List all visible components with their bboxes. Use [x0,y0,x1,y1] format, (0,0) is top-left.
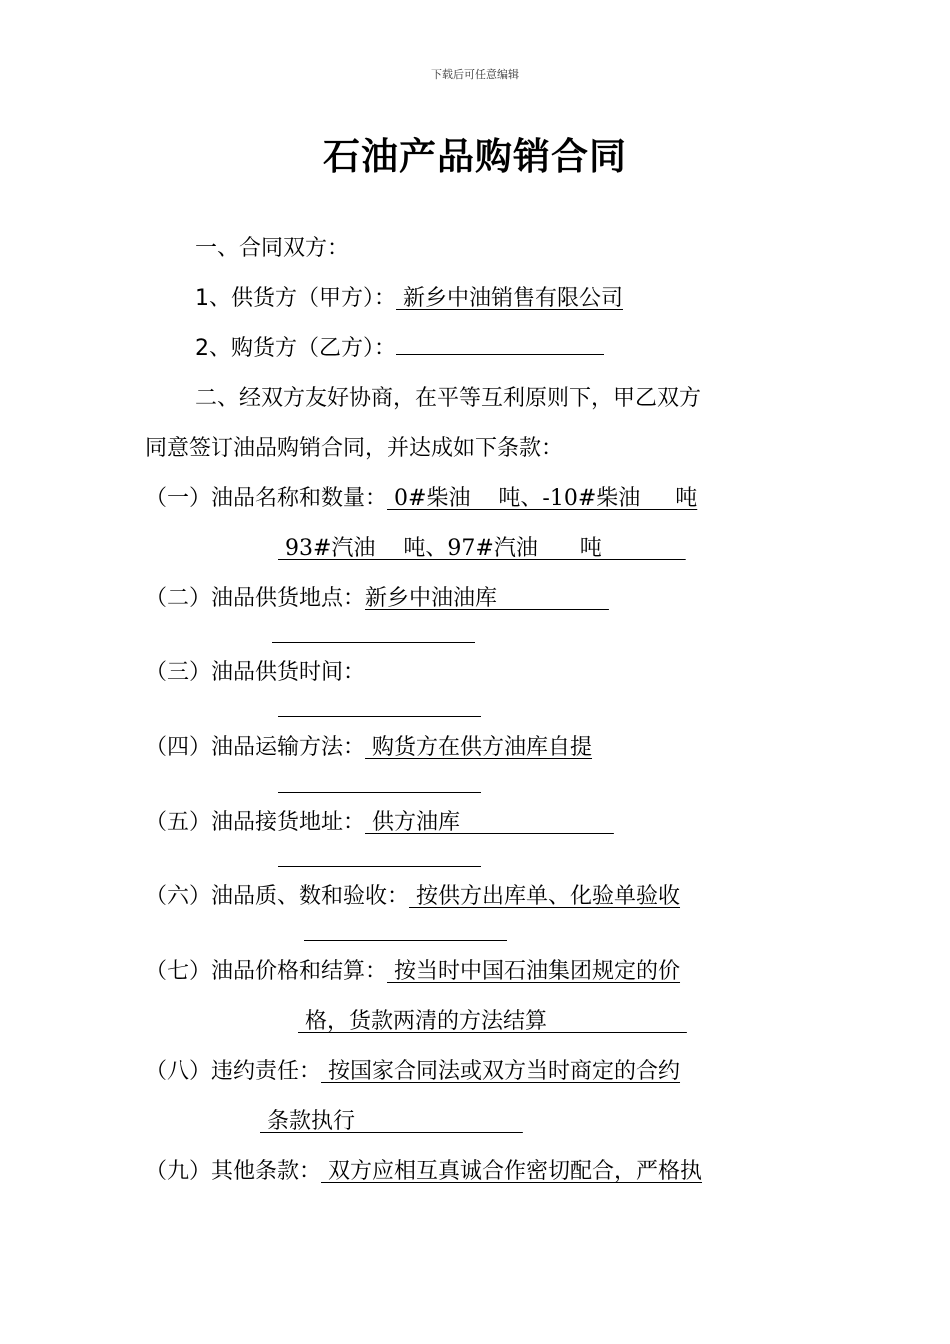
clause-2-line [145,584,609,614]
clause-8-label: （八）违约责任： [145,1059,322,1084]
clause-5-label: （五）油品接货地址： [145,810,366,835]
clause-4-blank [278,792,481,793]
clause-6-label: （六）油品质、数和验收： [145,884,410,909]
clause-3-line [145,658,365,688]
clause-1-value-2: 93#汽油 吨、97#汽油 吨 [278,536,686,561]
clause-1-line [145,484,697,514]
clause-2-value: 新乡中油油库 [365,586,609,611]
supplier-label: 1、供货方（甲方）： [195,286,396,311]
clause-6-line [145,882,680,912]
clause-4-line [145,733,592,763]
buyer-blank [396,334,604,355]
clause-2-blank [272,642,475,643]
clause-5-blank [278,866,481,867]
section-parties-heading: 一、合同双方： [195,236,350,261]
clause-4-value: 购货方在供方油库自提 [365,735,593,760]
clause-8-line [145,1057,680,1087]
clause-1-label: （一）油品名称和数量： [145,486,388,511]
clause-5-line [145,808,614,838]
buyer-line [195,334,604,364]
clause-6-blank [304,940,507,941]
clause-5-value: 供方油库 [365,810,614,835]
clause-8-continuation [260,1107,523,1137]
clause-9-line [145,1157,702,1187]
clause-7-value-1: 按当时中国石油集团规定的价 [387,959,681,984]
clause-7-label: （七）油品价格和结算： [145,959,388,984]
document-title: 石油产品购销合同 [323,134,627,178]
clause-4-label: （四）油品运输方法： [145,735,366,760]
clause-7-line [145,957,680,987]
clause-8-value-1: 按国家合同法或双方当时商定的合约 [321,1059,681,1084]
clause-1-continuation [278,534,686,564]
clause-1-value-1: 0#柴油 吨、-10#柴油 吨 [387,486,698,511]
clause-9-label: （九）其他条款： [145,1159,322,1184]
clause-7-continuation [298,1007,687,1037]
clause-3-label: （三）油品供货时间： [145,660,366,685]
header-note: 下载后可任意编辑 [431,68,519,81]
clause-8-value-2: 条款执行 [260,1109,523,1134]
buyer-label: 2、购货方（乙方）： [195,336,396,361]
clause-6-value: 按供方出库单、化验单验收 [409,884,681,909]
agreement-line-1: 二、经双方友好协商，在平等互利原则下，甲乙双方 [195,386,702,411]
supplier-value: 新乡中油销售有限公司 [396,286,623,311]
supplier-line [195,284,623,314]
clause-2-label: （二）油品供货地点： [145,586,366,611]
agreement-line-2: 同意签订油品购销合同，并达成如下条款： [145,436,564,461]
clause-3-blank [278,716,481,717]
clause-7-value-2: 格，货款两清的方法结算 [298,1009,687,1034]
clause-9-value: 双方应相互真诚合作密切配合，严格执 [321,1159,703,1184]
